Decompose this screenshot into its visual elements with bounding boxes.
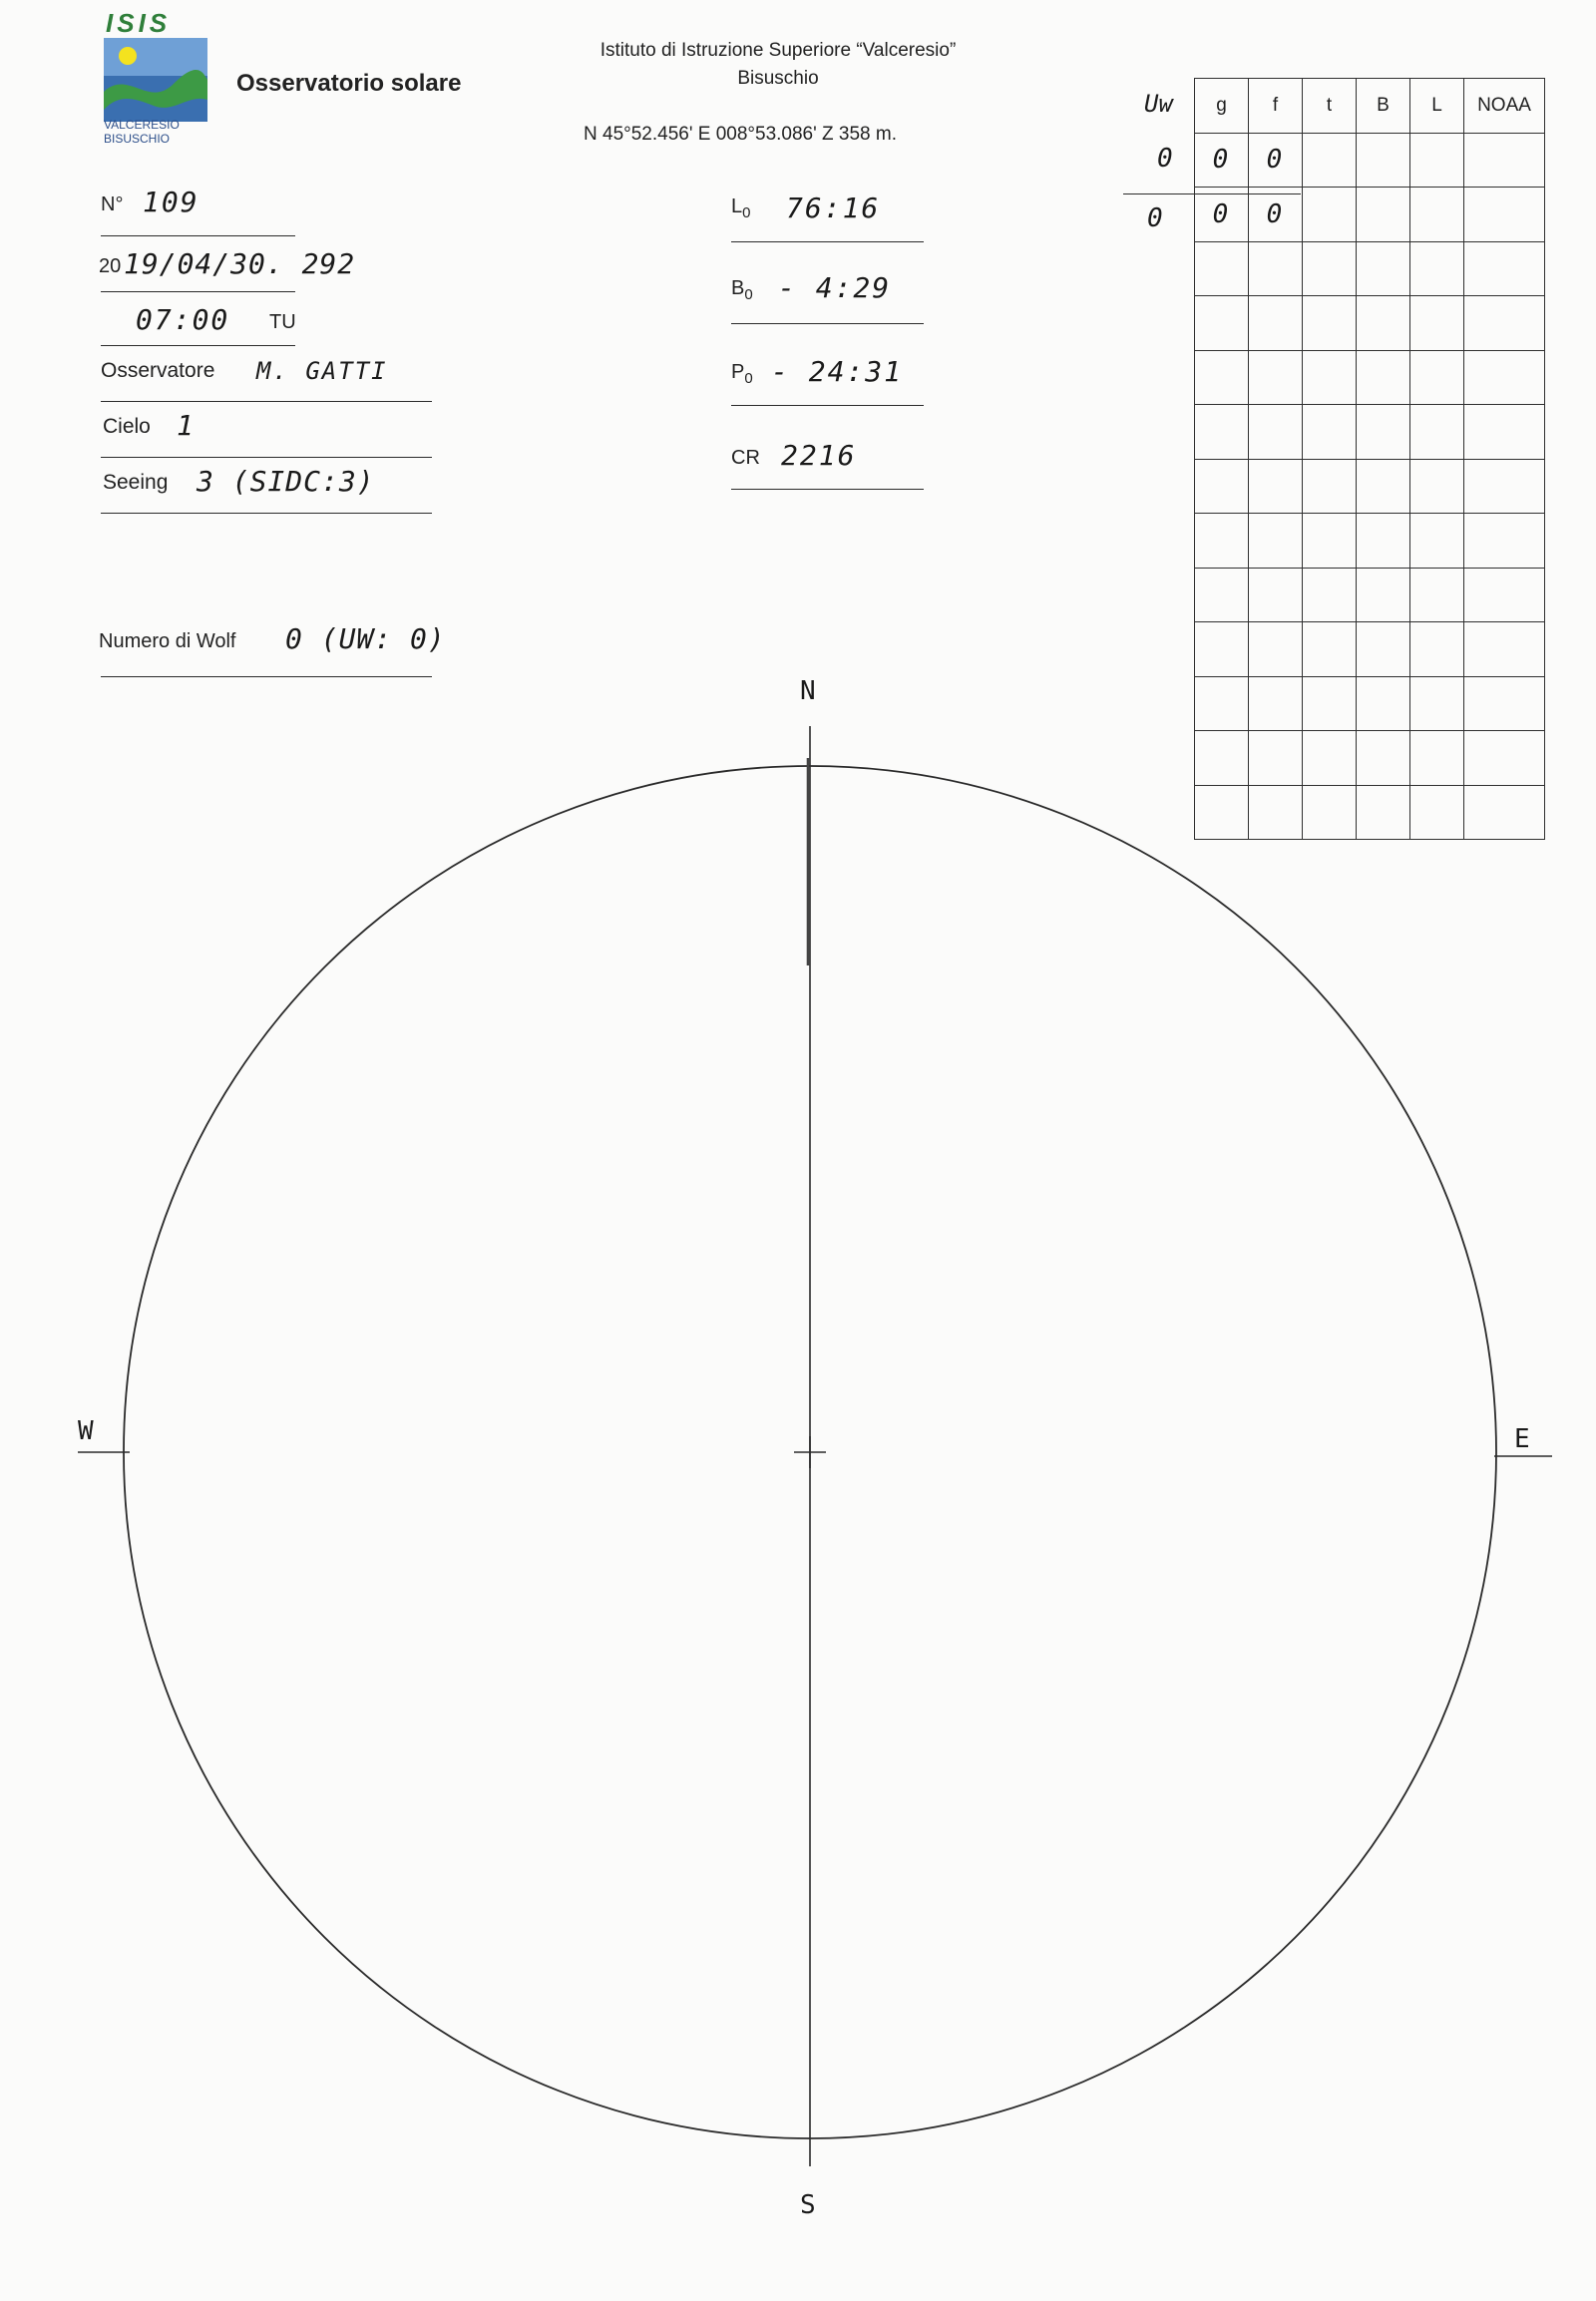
p0-subscript: 0 [744,370,753,387]
wolf-label: Numero di Wolf [99,630,236,652]
sky-label: Cielo [103,415,151,438]
south-label: S [800,2190,818,2220]
institute-town: Bisuschio [737,68,819,89]
cell-g-2: 0 [1195,188,1249,242]
time-unit: TU [269,311,296,333]
wolf-value: 0 (UW: 0) [285,622,446,655]
number-label: N° [101,193,124,215]
sky-value: 1 [177,409,196,442]
number-value: 109 [143,186,200,218]
date-value: 19/04/30. 292 [124,247,356,280]
logo-wordmark: ISIS [106,8,172,38]
north-label: N [800,676,818,706]
l0-subscript: 0 [742,204,751,221]
logo-line1: VALCERESIO [104,118,180,132]
east-label: E [1514,1424,1532,1454]
b0-value: - 4:29 [778,271,892,304]
observatory-coordinates: N 45°52.456' E 008°53.086' Z 358 m. [584,124,897,145]
institute-name: Istituto di Istruzione Superiore “Valceresio” [599,40,957,61]
page-title: Osservatorio solare [236,70,462,97]
header-l: L [1410,79,1464,134]
l0-letter: L [731,195,743,217]
west-label: W [78,1416,96,1446]
b0-letter: B [731,277,745,299]
l0-value: 76:16 [786,192,881,224]
time-value: 07:00 [136,303,230,336]
uw-row2-value: 0 [1147,203,1165,233]
cell-f-2: 0 [1249,188,1303,242]
b0-subscript: 0 [744,286,753,303]
header-g: g [1195,79,1249,134]
uw-header: Uw [1144,90,1173,118]
header-b: B [1357,79,1410,134]
header-noaa: NOAA [1464,79,1545,134]
header-t: t [1303,79,1357,134]
seeing-value: 3 (SIDC:3) [197,465,375,498]
cr-label: CR [731,447,760,469]
logo-line2: BISUSCHIO [104,132,171,146]
observer-label: Osservatore [101,359,215,382]
header-f: f [1249,79,1303,134]
seeing-label: Seeing [103,471,169,494]
cr-value: 2216 [781,439,857,472]
uw-row1-value: 0 [1157,144,1175,174]
cell-g-1: 0 [1195,133,1249,188]
date-prefix: 20 [99,255,122,277]
cell-f-1: 0 [1249,133,1303,188]
p0-letter: P [731,361,745,383]
p0-value: - 24:31 [771,355,904,388]
observer-value: M. GATTI [256,357,388,385]
